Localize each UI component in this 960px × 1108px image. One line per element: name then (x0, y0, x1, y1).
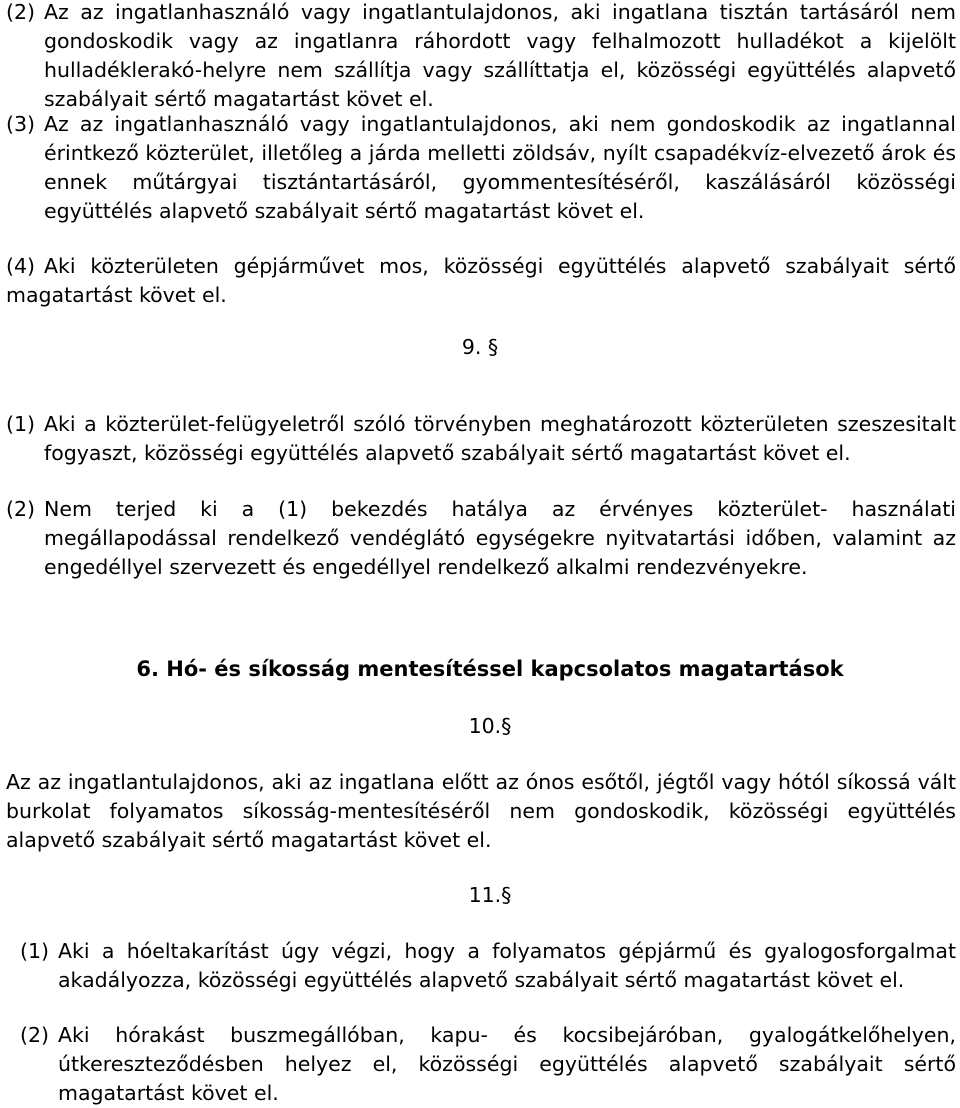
paragraph-number: (2) (6, 0, 36, 24)
paragraph-number: (1) (6, 412, 36, 436)
section-title: 9. § (461, 335, 499, 359)
paragraph-text: Aki a hóeltakarítást úgy végzi, hogy a folyamatos gépjármű és gyalogosforgalmat akadályozza, közösségi együttélés alapvető szabályait sértő magatartást követ el. (58, 939, 956, 992)
paragraph-text: Nem terjed ki a (1) bekezdés hatálya az érvényes közterület- használati megállapodással rendelkező vendéglátó egységekre nyitvatartási időben, valamint az engedéllyel szervezett és engedéllyel rendelkező alkalmi rendezvényekre. (44, 497, 956, 579)
paragraph-text: Aki a közterület-felügyeletről szóló törvényben meghatározott közterületen szeszesitalt fogyaszt, közösségi együttélés alapvető szabályait sértő magatartást követ el. (44, 412, 956, 465)
section-title: 10.§ (468, 714, 512, 738)
paragraph-number: (3) (6, 112, 36, 136)
chapter-heading: 6. Hó- és síkosság mentesítéssel kapcsolatos magatartások (136, 657, 844, 681)
paragraph-text: Az az ingatlantulajdonos, aki az ingatlana előtt az ónos esőtől, jégtől vagy hótól síkossá vált burkolat folyamatos síkosság-mentesítéséről nem gondoskodik, közösségi együttélés alapvető szabályait sértő magatartást követ el. (6, 770, 956, 852)
paragraph-text: Aki közterületen gépjárművet mos, közösségi együttélés alapvető szabályait sértő magatartást követ el. (6, 254, 956, 307)
paragraph-text: Az az ingatlanhasználó vagy ingatlantulajdonos, aki nem gondoskodik az ingatlannal érintkező közterület, illetőleg a járda melletti zöldsáv, nyílt csapadékvíz-elvezető árok és ennek műtárgyai tisztántartásáról, gyommentesítéséről, kaszálásáról közösségi együttélés alapvető szabályait sértő magatartást követ el. (44, 112, 956, 223)
paragraph-number: (2) (6, 497, 36, 521)
paragraph-text: Aki hórakást buszmegállóban, kapu- és kocsibejáróban, gyalogátkelőhelyen, útkereszteződésben helyez el, közösségi együttélés alapvető szabályait sértő magatartást követ el. (58, 1023, 956, 1105)
paragraph-text: Az az ingatlanhasználó vagy ingatlantulajdonos, aki ingatlana tisztán tartásáról nem gondoskodik vagy az ingatlanra ráhordott vagy felhalmozott hulladékot a kijelölt hulladéklerakó-helyre nem szállítja vagy szállíttatja el, közösségi együttélés alapvető szabályait sértő magatartást követ el. (44, 0, 956, 111)
paragraph-number: (4) (6, 254, 36, 278)
paragraph-number: (1) (20, 939, 50, 963)
section-title: 11.§ (468, 883, 512, 907)
paragraph-number: (2) (20, 1023, 50, 1047)
